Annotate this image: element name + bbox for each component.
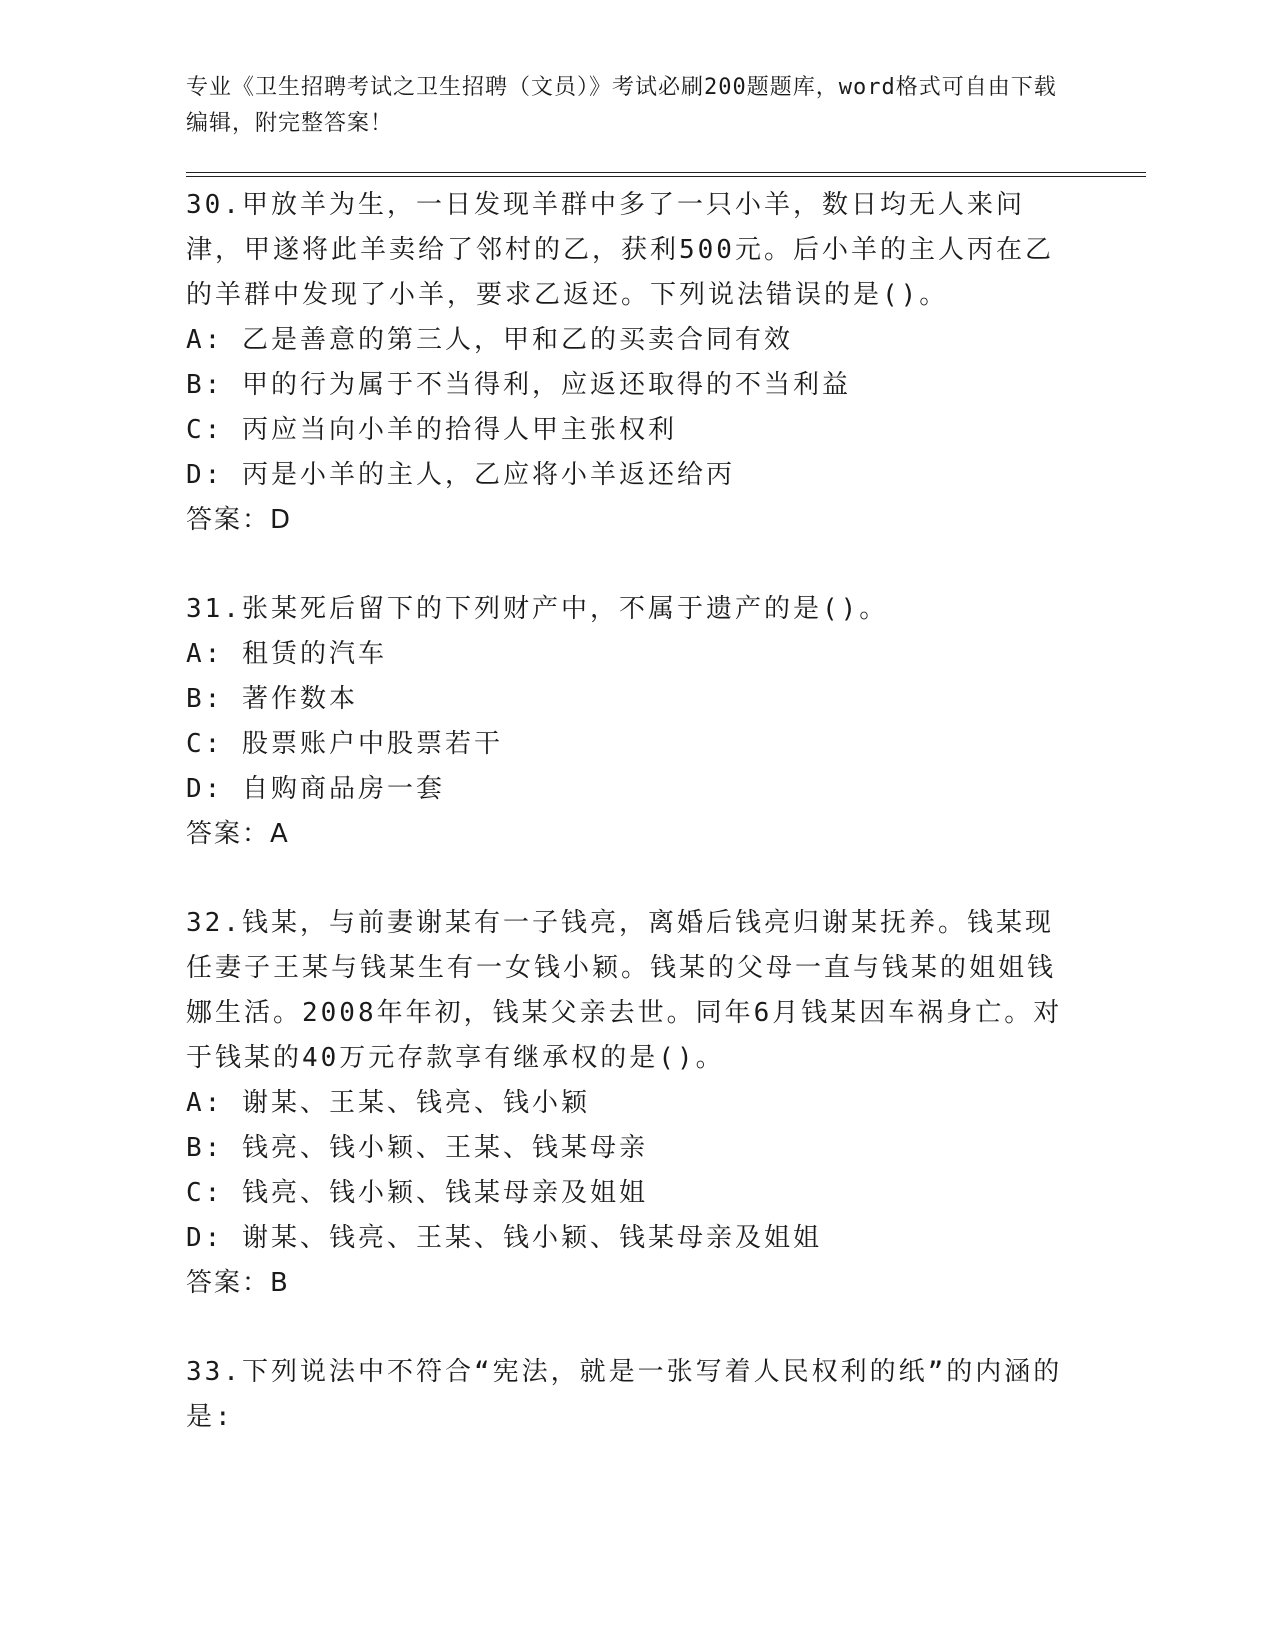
question-stem: 30.甲放羊为生，一日发现羊群中多了一只小羊，数日均无人来问津，甲遂将此羊卖给了邻村的乙，获利500元。后小羊的主人丙在乙的羊群中发现了小羊，要求乙返还。下列说法错误的是()。: [186, 190, 1054, 310]
question-31: [186, 587, 1146, 857]
question-stem: 33.下列说法中不符合“宪法，就是一张写着人民权利的纸”的内涵的是:: [186, 1357, 1063, 1432]
document-header: 专业《卫生招聘考试之卫生招聘（文员）》考试必刷200题题库，word格式可自由下载编辑，附完整答案！: [186, 75, 1057, 136]
option-c: C: 丙应当向小羊的拾得人甲主张权利: [186, 415, 677, 445]
question-list: [186, 183, 1146, 1440]
question-stem: 31.张某死后留下的下列财产中，不属于遗产的是()。: [186, 594, 889, 624]
option-a: A: 乙是善意的第三人，甲和乙的买卖合同有效: [186, 325, 793, 355]
option-a: A: 谢某、王某、钱亮、钱小颖: [186, 1088, 590, 1118]
document-page: [186, 70, 1146, 1484]
header-divider: [186, 172, 1146, 177]
answer-line: 答案：D: [186, 505, 293, 535]
option-a: A: 租赁的汽车: [186, 639, 387, 669]
option-c: C: 钱亮、钱小颖、钱某母亲及姐姐: [186, 1178, 648, 1208]
option-c: C: 股票账户中股票若干: [186, 729, 503, 759]
option-d: D: 丙是小羊的主人，乙应将小羊返还给丙: [186, 460, 735, 490]
question-30: [186, 183, 1146, 543]
question-stem: 32.钱某，与前妻谢某有一子钱亮，离婚后钱亮归谢某抚养。钱某现任妻子王某与钱某生有一女钱小颖。钱某的父母一直与钱某的姐姐钱娜生活。2008年年初，钱某父亲去世。同年6月钱某因车祸身亡。对于钱某的40万元存款享有继承权的是()。: [186, 908, 1063, 1073]
option-b: B: 钱亮、钱小颖、王某、钱某母亲: [186, 1133, 648, 1163]
option-d: D: 谢某、钱亮、王某、钱小颖、钱某母亲及姐姐: [186, 1223, 822, 1253]
option-b: B: 甲的行为属于不当得利，应返还取得的不当利益: [186, 370, 851, 400]
option-d: D: 自购商品房一套: [186, 774, 445, 804]
option-b: B: 著作数本: [186, 684, 358, 714]
question-33: [186, 1350, 1146, 1440]
question-32: [186, 901, 1146, 1306]
answer-line: 答案：A: [186, 819, 290, 849]
answer-line: 答案：B: [186, 1268, 290, 1298]
